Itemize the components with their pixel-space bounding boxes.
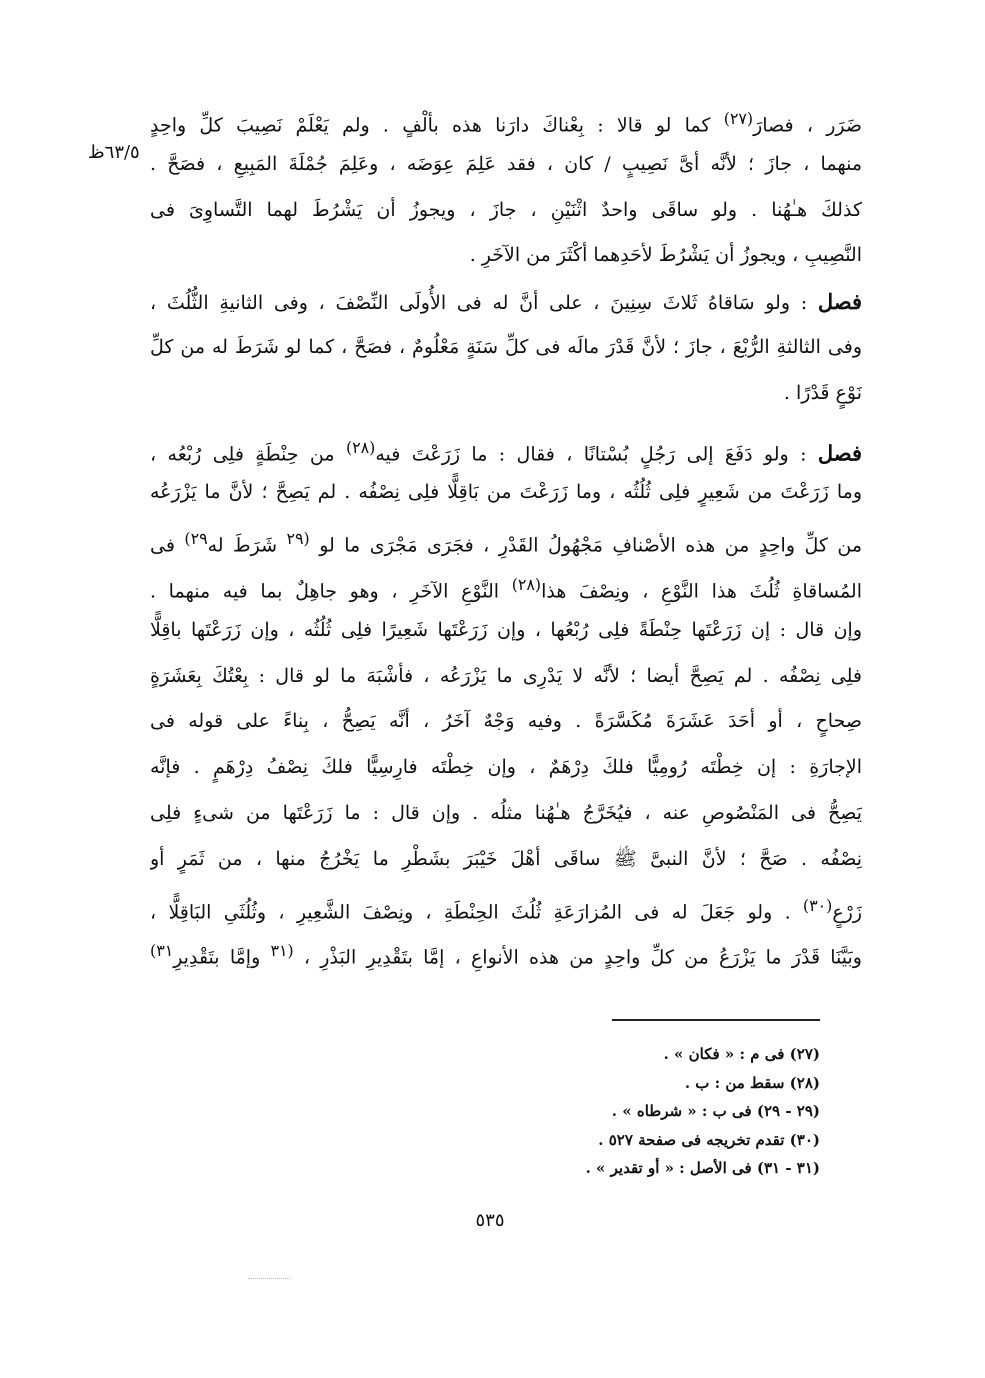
footnote-ref[interactable]: ٢٩) bbox=[184, 529, 208, 549]
footnotes bbox=[430, 1040, 820, 1183]
text-line-11: المُساقاةِ ثُلُثَ هذا النَّوْعِ ، ونِصْفَ هذا$^{(٢٨)}$ النَّوْعِ الآخَرِ ، وهو جاهِلٌ بما فيه منهما . bbox=[150, 574, 862, 603]
footnote-ref[interactable]: (٢٩ bbox=[286, 529, 310, 549]
text-line-13: فلِى نِصْفُه . لم يَصِحَّ أيضا ؛ لأنَّه لا يَدْرِى ما يَزْرَعُه ، فأشْبَهَ ما لو قال : بِعْتُكَ بِعَشَرَةٍ bbox=[150, 664, 862, 687]
text-line-16: يَصِحُّ فى المَنْصُوصِ عنه ، فيُخَرَّجُ هـٰهُنا مثلُه . وإن قال : ما زَرَعْتَها من شىءٍ فلِى bbox=[150, 801, 862, 824]
footnote-29: (٢٩ - ٢٩) فى ب : « شرطاه » . bbox=[611, 1102, 820, 1121]
footnote-31: (٣١ - ٣١) فى الأصل : « أو تقدير » . bbox=[585, 1159, 820, 1178]
footnote-ref[interactable]: (٣٠) bbox=[802, 895, 833, 915]
footnote-30: (٣٠) تقدم تخريجه فى صفحة ٥٢٧ . bbox=[598, 1130, 820, 1149]
text-line-18: زَرْعٍ$^{(٣٠)}$ . ولو جَعَلَ له فى المُزارَعَةِ ثُلُثَ الحِنْطَةِ ، ونِصْفَ الشَّعِيرِ ، وثُلُثَىِ البَاقِلًّا ، bbox=[150, 895, 862, 923]
text-line-12: وإن قال : إن زَرَعْتَها حِنْطَةً فلِى رُبْعُها ، وإن زَرَعْتَها شَعِيرًا فلِى ثُلُثُه ، وإن زَرَعْتَها باقِلًّا bbox=[150, 618, 862, 641]
footnote-ref[interactable]: (٢٨) bbox=[511, 574, 542, 594]
footnote-28: (٢٨) سقط من : ب . bbox=[684, 1073, 820, 1092]
text-line-1: ضَرَر ، فصارَ$^{(٢٧)}$ كما لو قالا : بِعْناكَ دارَنا هذه بألْفٍ . ولم يَعْلَمْ نَصِيبَ كلِّ واحِدٍ bbox=[150, 109, 862, 137]
text-line-9: وما زَرَعْتَ من شَعِيرٍ فلِى ثُلُثُه ، وما زَرَعْتَ من بَاقِلًّا فلِى نِصْفُه . لم يَصِحَّ ؛ لأنَّ ما يَزْرَعُه bbox=[150, 481, 862, 504]
footnote-separator bbox=[612, 1019, 820, 1021]
text-line-5: فصل : ولو سَاقاهُ ثَلاثَ سِنِينَ ، على أنَّ له فى الأُولَى النِّصْفَ ، وفى الثانيةِ الثُّلُثَ ، bbox=[150, 289, 862, 315]
footnote-27: (٢٧) فى م : « فكان » . bbox=[663, 1045, 820, 1063]
text-line-19: وبَيَّنَا قَدْرَ ما يَزْرَعُ من كلِّ واحِدٍ من هذه الأنواعِ ، إمَّا بتَقْدِيرِ البَذْرِ ، $^{(٣١}$ وإمَّا بتَقْدِيرِ$^{٣١)}$ bbox=[150, 941, 862, 969]
text-line-10: من كلِّ واحِدٍ من هذه الأصْنافِ مَجْهُولُ القَدْرِ ، فجَرَى مَجْرَى ما لو $^{(٢٩}$ شَرَطَ له$^{٢٩)}$ فى bbox=[150, 529, 862, 557]
footnote-ref[interactable]: (٢٧) bbox=[723, 109, 754, 128]
scan-mark bbox=[248, 1278, 290, 1279]
text-line-6: وفى الثالثةِ الرُّبْعَ ، جازَ ؛ لأنَّ قَدْرَ مالَه فى كلِّ سَنَةٍ مَعْلُومٌ ، فصَحَّ ، كما لو شَرَطَ له من كلِّ bbox=[150, 335, 862, 358]
footnote-ref[interactable]: ٣١) bbox=[150, 941, 174, 961]
text-line-14: صِحاحٍ ، أو أحَدَ عَشَرَةَ مُكَسَّرَةً . وفيه وَجْهٌ آخَرُ ، أنَّه يَصِحُّ ، بِناءً على قوله فى bbox=[150, 710, 862, 733]
footnote-ref[interactable]: (٣١ bbox=[270, 941, 294, 961]
text-line-8: فصل : ولو دَفَعَ إلى رَجُلٍ بُسْتانًا ، فقال : ما زَرَعْتَ فيه$^{(٢٨)}$ من حِنْطَةٍ فلِى رُبْعُه ، bbox=[150, 437, 862, 465]
body-text bbox=[150, 96, 862, 974]
section-heading: فصل bbox=[817, 439, 862, 465]
text-line-17: نِصْفُه . صَحَّ ؛ لأنَّ النبىَّ ﷺ ساقَى أهْلَ خَيْبَرَ بشَطْرِ ما يَخْرُجُ منها ، من ثَمَرٍ أو bbox=[150, 847, 862, 870]
footnote-ref[interactable]: (٢٨) bbox=[345, 437, 376, 457]
text-line-2: منهما ، جازَ ؛ لأنَّه أىَّ نَصِيبٍ / كان ، فقد عَلِمَ عِوَضَه ، وعَلِمَ جُمْلَةَ المَبِيعِ ، فصَحَّ . bbox=[150, 152, 862, 175]
page-number: ٥٣٥ bbox=[475, 1210, 505, 1231]
section-heading: فصل bbox=[817, 289, 862, 315]
text-line-7: نَوْعٍ قَدْرًا . bbox=[783, 381, 862, 404]
folio-margin-note: ٦٣/٥ظ bbox=[88, 142, 140, 163]
text-line-4: النَّصِيبِ ، ويجوزُ أن يَشْرُطَ لأحَدِهما أكْثَرَ من الآخَرِ . bbox=[469, 244, 862, 267]
text-line-15: الإجارَةِ : إن خِطْتَه رُومِيًّا فلكَ دِرْهَمٌ ، وإن خِطْتَه فارِسِيًّا فلكَ نِصْفُ دِرْهَمٍ . فإنَّه bbox=[150, 756, 862, 779]
text-line-3: كذلكَ هـٰهُنا . ولو ساقَى واحدٌ اثْنَيْنِ ، جازَ ، ويجوزُ أن يَشْرُطَ لهما التَّساوِىَ فى bbox=[150, 198, 862, 221]
